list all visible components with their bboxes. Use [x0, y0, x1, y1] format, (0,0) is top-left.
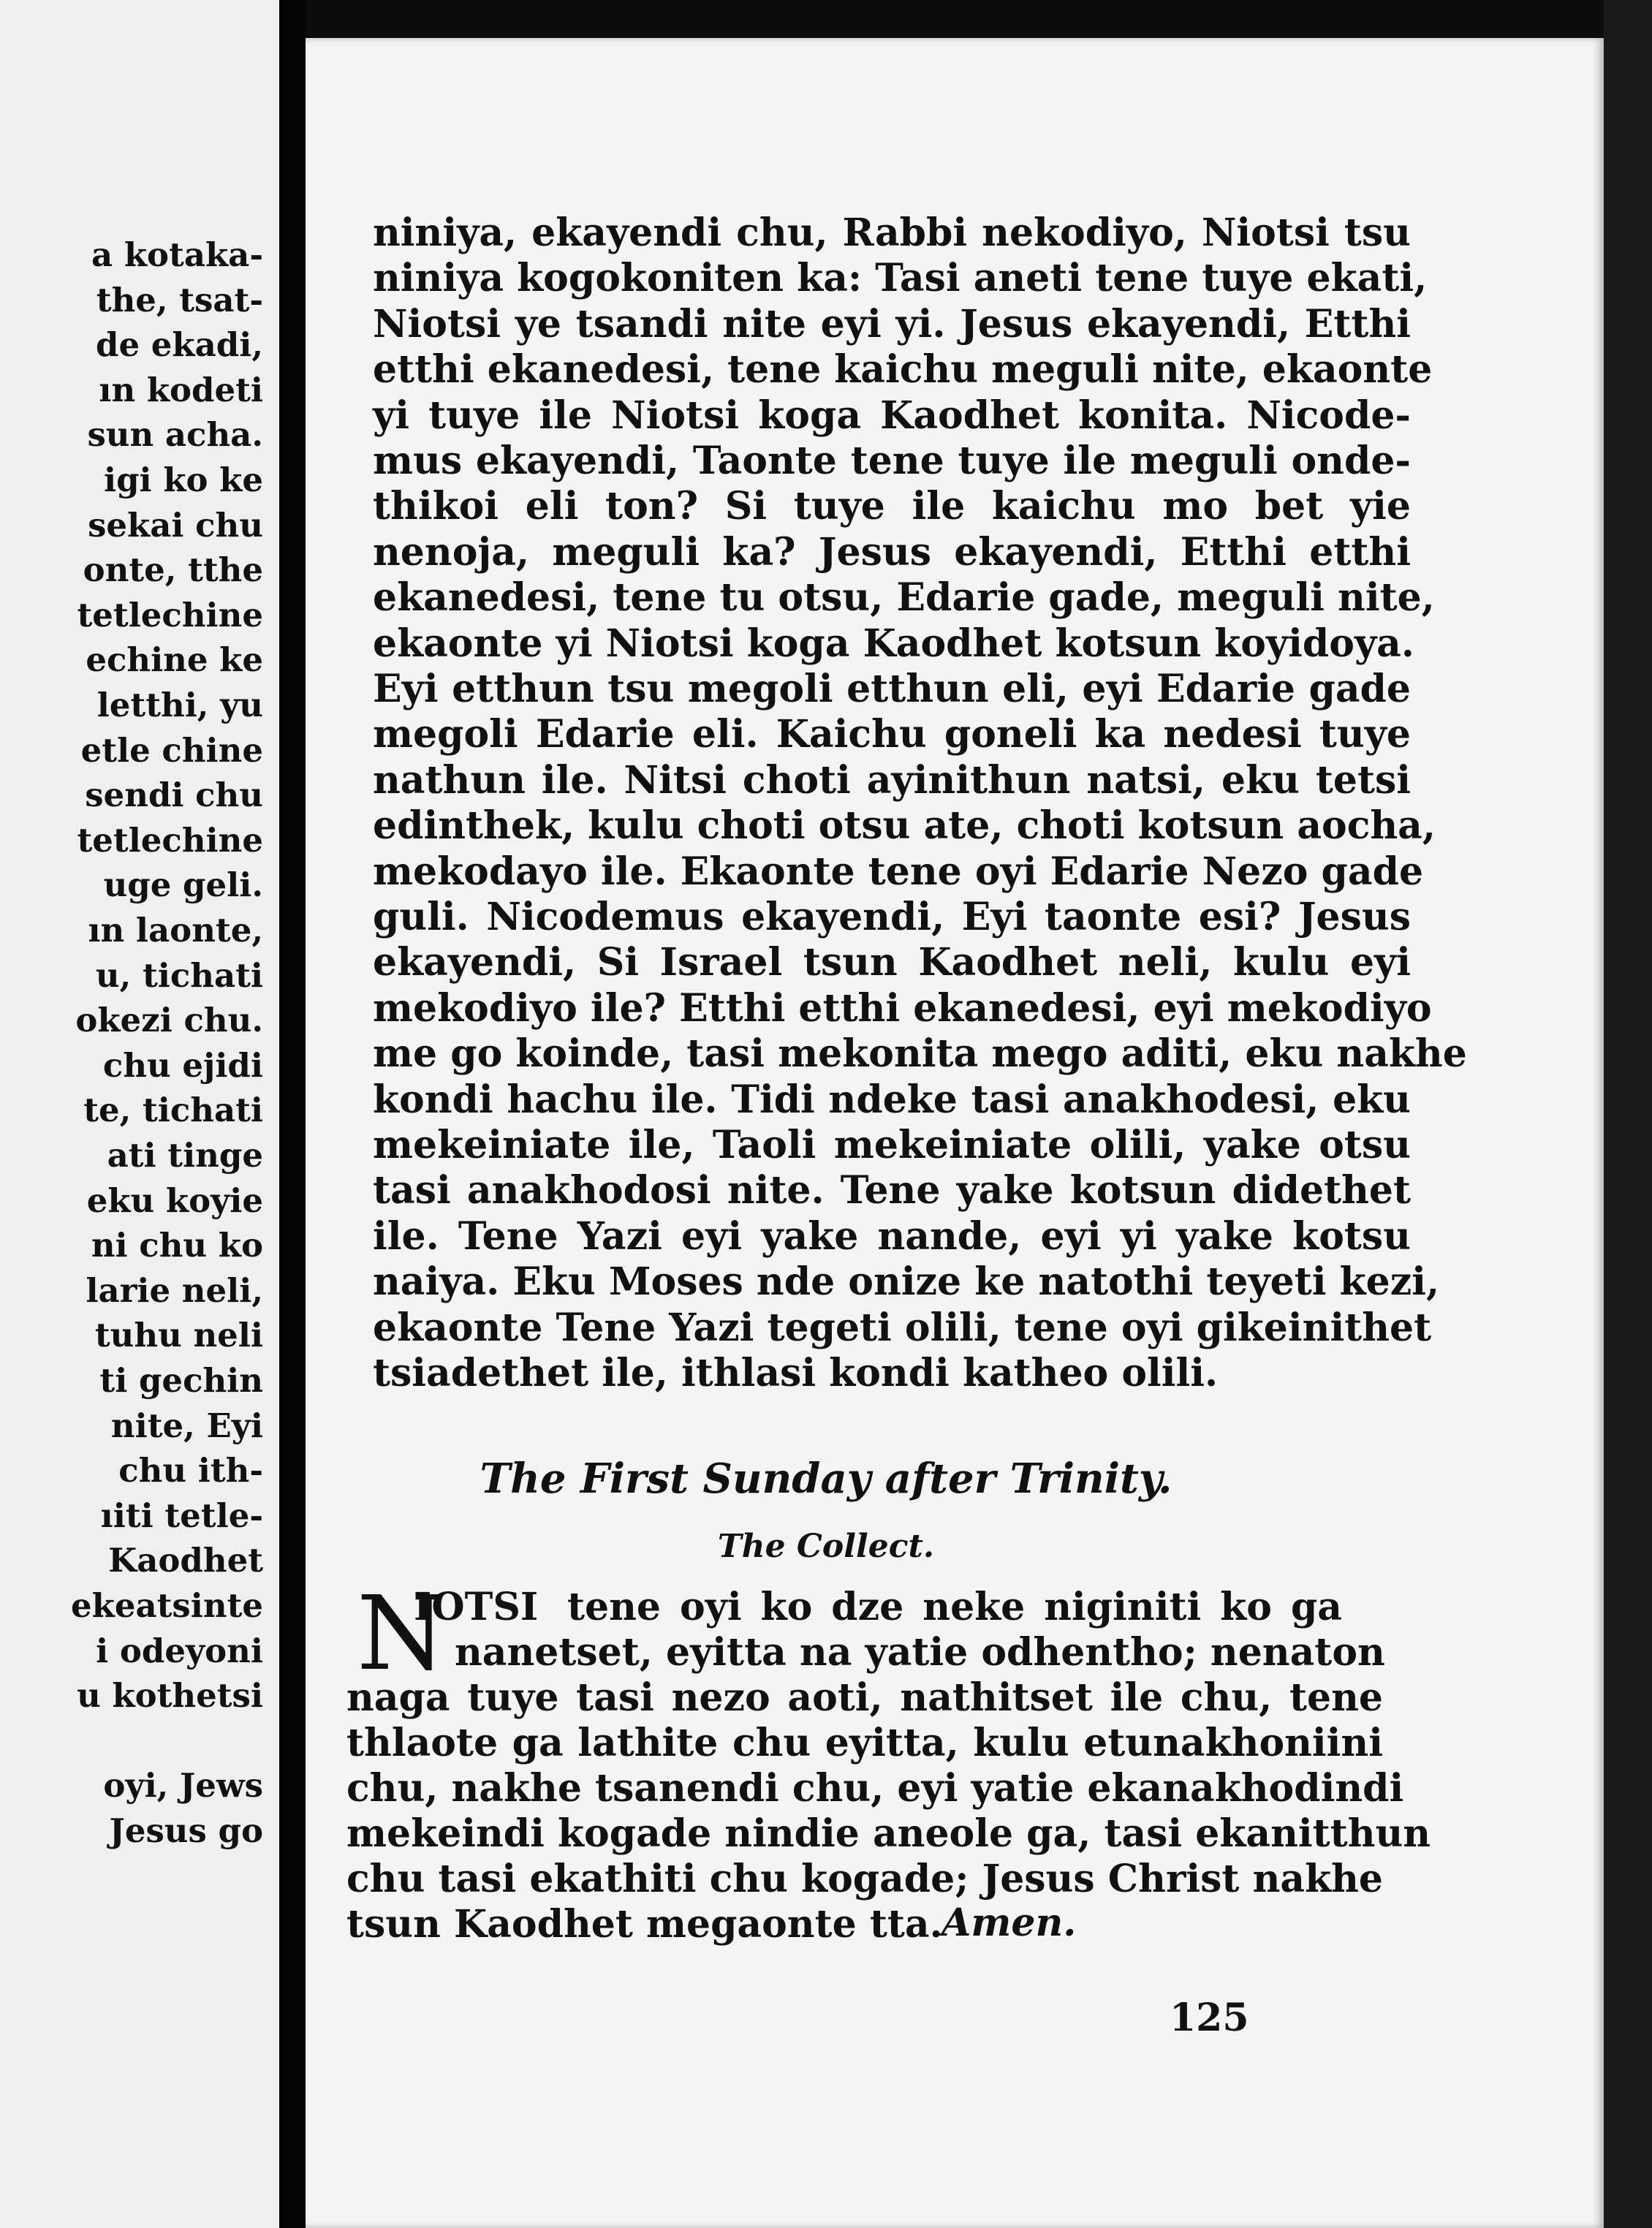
- gospel-line: edinthek, kulu choti otsu ate, choti kotsun aocha,: [373, 803, 1436, 849]
- gospel-line: me go koinde, tasi mekonita mego aditi, eku nakhe: [373, 1031, 1467, 1077]
- facing-page: [0, 0, 279, 2228]
- gospel-line: thikoi eli ton? Si tuye ile kaichu mo bet yie: [373, 484, 1411, 529]
- section-title: The First Sunday after Trinity.: [480, 1455, 1172, 1503]
- gospel-line: ekaonte yi Niotsi koga Kaodhet kotsun koyidoya.: [373, 621, 1414, 666]
- facing-page-line: ın kodeti: [99, 370, 263, 409]
- facing-page-line: ati tinge: [107, 1136, 263, 1175]
- facing-page-line: chu ejidi: [102, 1045, 263, 1085]
- gospel-line: ekanedesi, tene tu otsu, Edarie gade, meguli nite,: [373, 575, 1435, 621]
- facing-page-line: tetlechine: [77, 595, 263, 634]
- facing-page-line: a kotaka-: [91, 235, 263, 274]
- gospel-line: yi tuye ile Niotsi koga Kaodhet konita. Nicode-: [373, 393, 1411, 438]
- gospel-line: mekeiniate ile, Taoli mekeiniate olili, yake otsu: [373, 1123, 1411, 1167]
- gospel-line: guli. Nicodemus ekayendi, Eyi taonte esi? Jesus: [373, 895, 1411, 939]
- facing-page-line: igi ko ke: [104, 461, 263, 499]
- gospel-line: kondi hachu ile. Tidi ndeke tasi anakhodesi, eku: [373, 1077, 1411, 1122]
- gospel-line: naiya. Eku Moses nde onize ke natothi teyeti kezi,: [373, 1259, 1440, 1305]
- collect-title: The Collect.: [717, 1528, 935, 1565]
- facing-page-line: sendi chu: [85, 776, 263, 815]
- facing-page-line: sun acha.: [87, 415, 263, 455]
- facing-page-line: sekai chu: [88, 505, 263, 545]
- facing-page-line: larie neli,: [86, 1270, 263, 1310]
- gospel-line: ekaonte Tene Yazi tegeti olili, tene oyi gikeinithet: [373, 1305, 1432, 1350]
- gospel-line: megoli Edarie eli. Kaichu goneli ka nedesi tuye: [373, 712, 1411, 757]
- facing-page-line: de ekadi,: [96, 325, 263, 365]
- collect-first-word: IOTSI: [414, 1585, 539, 1629]
- gospel-line: mekodiyo ile? Etthi etthi ekanedesi, eyi mekodiyo: [373, 985, 1432, 1031]
- page-edge: [1604, 0, 1652, 2228]
- facing-page-line: chu ith-: [118, 1451, 263, 1490]
- drop-cap: N: [357, 1575, 447, 1694]
- gospel-line: ekayendi, Si Israel tsun Kaodhet neli, kulu eyi: [373, 940, 1411, 985]
- facing-page-line: i odeyoni: [96, 1631, 263, 1670]
- gospel-line: nenoja, meguli ka? Jesus ekayendi, Etthi etthi: [373, 529, 1411, 575]
- collect-line: tene oyi ko dze neke niginiti ko ga: [567, 1585, 1342, 1629]
- facing-page-line: letthi, yu: [96, 686, 263, 724]
- facing-page-line: the, tsat-: [96, 280, 263, 319]
- facing-page-line: ti gechin: [99, 1361, 263, 1400]
- collect-line: naga tuye tasi nezo aoti, nathitset ile chu, tene: [346, 1675, 1383, 1720]
- book-gutter: [279, 0, 306, 2228]
- facing-page-line: Jesus go: [109, 1811, 263, 1850]
- gospel-line: ile. Tene Yazi eyi yake nande, eyi yi yake kotsu: [373, 1213, 1411, 1259]
- facing-page-line: uge geli.: [103, 865, 263, 905]
- gospel-line: mus ekayendi, Taonte tene tuye ile meguli onde-: [373, 439, 1411, 483]
- gospel-line: etthi ekanedesi, tene kaichu meguli nite, ekaonte: [373, 347, 1433, 393]
- collect-line: mekeindi kogade nindie aneole ga, tasi ekanitthun: [346, 1811, 1431, 1856]
- facing-page-line: te, tichati: [83, 1091, 263, 1130]
- facing-page-line: echine ke: [86, 640, 263, 680]
- facing-page-line: u kothetsi: [77, 1676, 263, 1716]
- facing-page-line: ni chu ko: [91, 1226, 263, 1265]
- collect-line: chu, nakhe tsanendi chu, eyi yatie ekanakhodindi: [346, 1766, 1404, 1811]
- facing-page-line: eku koyie: [86, 1181, 263, 1220]
- gospel-line: mekodayo ile. Ekaonte tene oyi Edarie Nezo gade: [373, 849, 1424, 894]
- collect-line: tsun Kaodhet megaonte tta.: [346, 1902, 943, 1947]
- facing-page-line: ın laonte,: [88, 911, 263, 950]
- facing-page-line: etle chine: [80, 730, 263, 770]
- gospel-line: niniya, ekayendi chu, Rabbi nekodiyo, Niotsi tsu: [373, 211, 1411, 255]
- facing-page-line: u, tichati: [95, 955, 263, 995]
- collect-amen: Amen.: [941, 1901, 1077, 1945]
- facing-page-line: Kaodhet: [108, 1541, 263, 1580]
- page-number: 125: [1170, 1996, 1249, 2040]
- collect-line: nanetset, eyitta na yatie odhentho; nenaton: [455, 1630, 1385, 1675]
- facing-page-line: nite, Eyi: [110, 1406, 263, 1445]
- gospel-line: nathun ile. Nitsi choti ayinithun natsi, eku tetsi: [373, 757, 1411, 803]
- facing-page-line: okezi chu.: [75, 1001, 263, 1040]
- collect-line: chu tasi ekathiti chu kogade; Jesus Christ nakhe: [346, 1857, 1383, 1901]
- gospel-line: Niotsi ye tsandi nite eyi yi. Jesus ekayendi, Etthi: [373, 301, 1411, 346]
- facing-page-line: onte, tthe: [83, 550, 263, 590]
- gospel-line: tasi anakhodosi nite. Tene yake kotsun didethet: [373, 1168, 1411, 1213]
- facing-page-line: tuhu neli: [94, 1316, 263, 1355]
- gospel-line: niniya kogokoniten ka: Tasi aneti tene tuye ekati,: [373, 256, 1428, 301]
- facing-page-line: oyi, Jews: [103, 1766, 263, 1805]
- gospel-line: Eyi etthun tsu megoli etthun eli, eyi Edarie gade: [373, 667, 1411, 711]
- facing-page-line: ıiti tetle-: [100, 1496, 263, 1535]
- collect-line: thlaote ga lathite chu eyitta, kulu etunakhoniini: [346, 1721, 1383, 1765]
- gospel-line: tsiadethet ile, ithlasi kondi katheo olili.: [373, 1351, 1219, 1395]
- facing-page-line: tetlechine: [77, 820, 263, 860]
- facing-page-line: ekeatsinte: [71, 1586, 263, 1625]
